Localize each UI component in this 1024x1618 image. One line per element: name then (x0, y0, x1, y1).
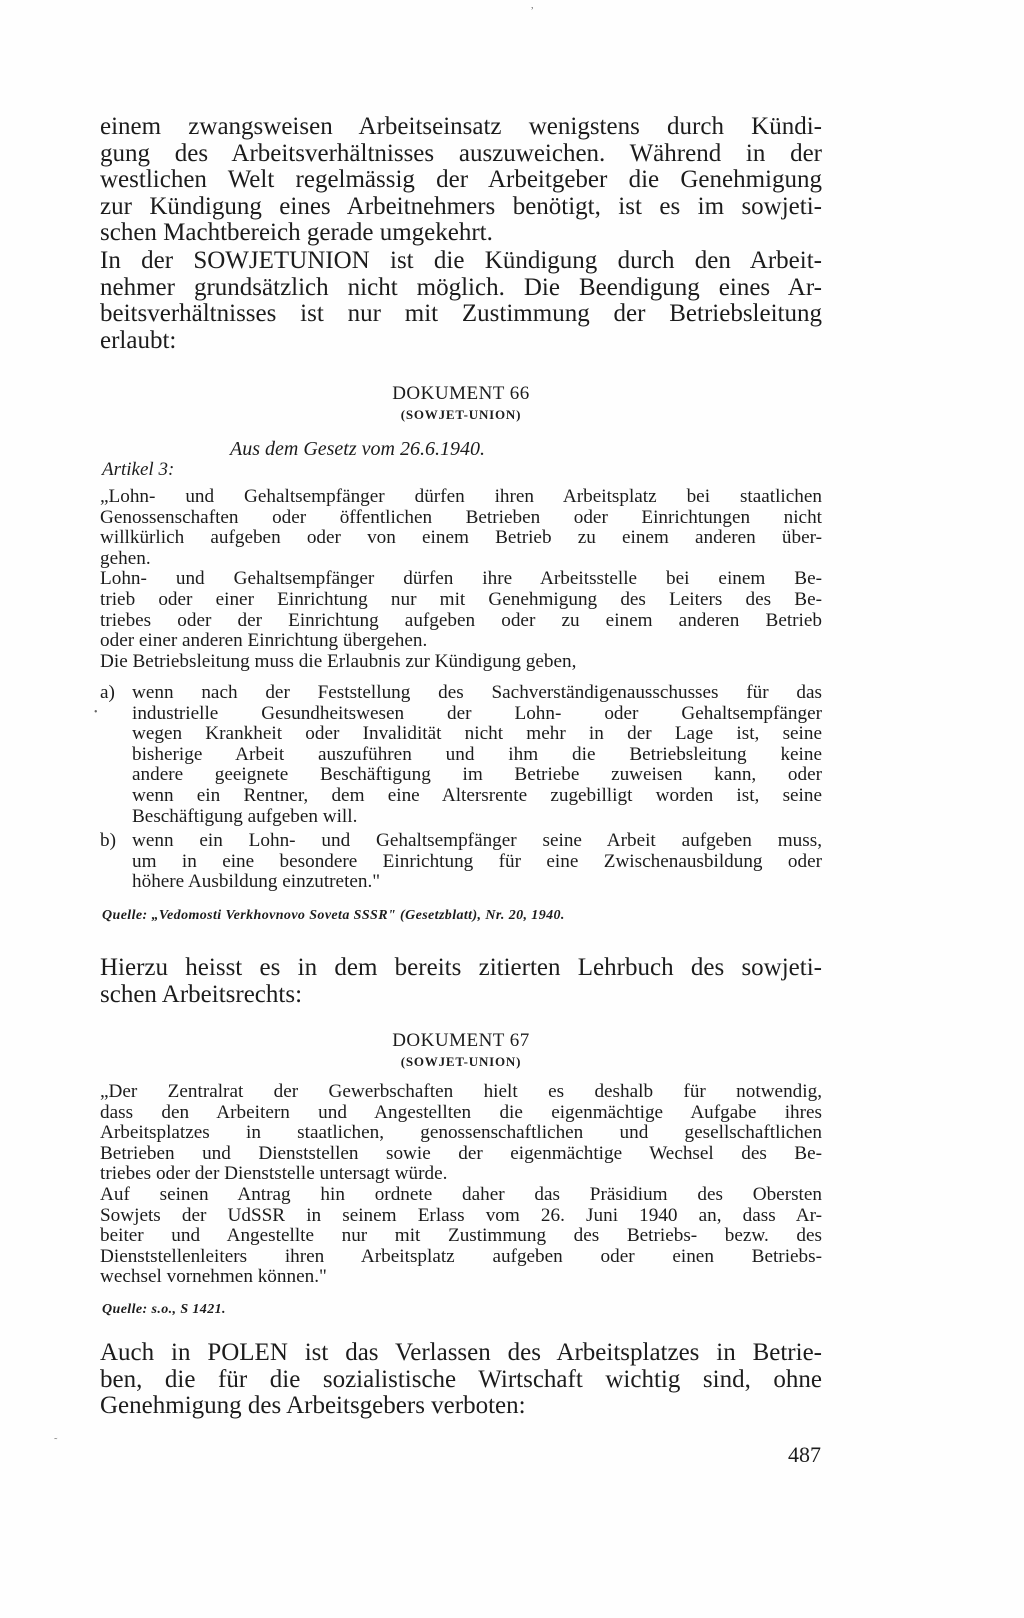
law-reference: Aus dem Gesetz vom 26.6.1940. (230, 438, 485, 460)
quote-line: dass den Arbeitern und Angestellten die eigenmächtige Aufgabe ihres (100, 1101, 822, 1123)
document-66-heading (100, 383, 822, 423)
text-line: In der SOWJETUNION ist die Kündigung durch den Arbeit- (100, 247, 822, 274)
text-line: schen Machtbereich gerade umgekehrt. (100, 219, 493, 247)
list-line: wenn nach der Feststellung des Sachverständigenausschusses für das (132, 682, 822, 703)
quote-line: triebes oder der Dienststelle untersagt würde. (100, 1163, 448, 1185)
scan-speck: , (531, 0, 534, 11)
quote-line: Sowjets der UdSSR in seinem Erlass vom 26. Juni 1940 an, dass Ar- (100, 1204, 822, 1226)
scan-speck: • (94, 707, 98, 718)
text-line: schen Arbeitsrechts: (100, 980, 303, 1008)
soviet-paragraph (100, 248, 822, 354)
quote-line: Genossenschaften oder öffentlichen Betrieben oder Einrichtungen nicht (100, 506, 822, 528)
document-67-heading (100, 1030, 822, 1070)
document-67-subtitle: (SOWJET-UNION) (400, 1054, 522, 1069)
quote-line: „Der Zentralrat der Gewerbschaften hielt es deshalb für notwendig, (100, 1081, 822, 1102)
quote-line: gehen. (100, 547, 151, 569)
document-67-source: Quelle: s.o., S 1421. (102, 1302, 226, 1317)
text-line: Hierzu heisst es in dem bereits zitierten Lehrbuch des sowjeti- (100, 954, 822, 981)
document-67-title: DOKUMENT 67 (392, 1030, 530, 1051)
article-label: Artikel 3: (102, 459, 175, 480)
document-66-quote (100, 487, 822, 672)
document-66-source: Quelle: „Vedomosti Verkhovnovo Soveta SSSR" (Gesetzblatt), Nr. 20, 1940. (102, 908, 565, 923)
list-line: wenn ein Lohn- und Gehaltsempfänger seine Arbeit aufgeben muss, (132, 830, 822, 851)
list-line: wenn ein Rentner, dem eine Altersrente zugebilligt worden ist, seine (132, 784, 822, 806)
quote-line: „Lohn- und Gehaltsempfänger dürfen ihren Arbeitsplatz bei staatlichen (100, 486, 822, 507)
list-line: um in eine besondere Einrichtung für eine Zwischenausbildung oder (132, 850, 822, 872)
text-line: zur Kündigung eines Arbeitnehmers benötigt, ist es im sowjeti- (100, 192, 822, 220)
text-line: Auch in POLEN ist das Verlassen des Arbeitsplatzes in Betrie- (100, 1339, 822, 1366)
quote-line: triebes oder der Einrichtung aufgeben oder zu einem anderen Betrieb (100, 609, 822, 631)
text-line: ben, die für die sozialistische Wirtschaft wichtig sind, ohne (100, 1365, 822, 1393)
quote-line: Auf seinen Antrag hin ordnete daher das Präsidium des Obersten (100, 1183, 822, 1205)
list-line: andere geeignete Beschäftigung im Betriebe zuweisen kann, oder (132, 764, 822, 786)
text-line: westlichen Welt regelmässig der Arbeitgeber die Genehmigung (100, 166, 822, 194)
list-line: wegen Krankheit oder Invalidität nicht mehr in der Lage ist, seine (132, 723, 822, 745)
page-number: 487 (788, 1442, 821, 1467)
quote-line: Lohn- und Gehaltsempfänger dürfen ihre Arbeitsstelle bei einem Be- (100, 568, 822, 590)
text-line: beitsverhältnisses ist nur mit Zustimmung der Betriebsleitung (100, 300, 822, 328)
quote-line: trieb oder einer Einrichtung nur mit Genehmigung des Leiters des Be- (100, 588, 822, 610)
text-line: einem zwangsweisen Arbeitseinsatz wenigstens durch Kündi- (100, 113, 822, 140)
textbook-paragraph (100, 955, 822, 1008)
text-line: erlaubt: (100, 326, 177, 354)
quote-line: wechsel vornehmen können." (100, 1266, 327, 1288)
text-line: nehmer grundsätzlich nicht möglich. Die Beendigung eines Ar- (100, 273, 822, 301)
quote-line: Dienststellenleiters ihren Arbeitsplatz aufgeben oder einen Betriebs- (100, 1245, 822, 1267)
quote-line: oder einer anderen Einrichtung übergehen. (100, 630, 428, 652)
list-line: industrielle Gesundheitswesen der Lohn- oder Gehaltsempfänger (132, 702, 822, 724)
quote-line: beiter und Angestellte nur mit Zustimmung des Betriebs- bezw. des (100, 1225, 822, 1247)
scan-speck: ˜ (54, 1437, 58, 1448)
list-line: Beschäftigung aufgeben will. (132, 805, 358, 827)
list-marker: a) (100, 682, 115, 703)
text-line: Genehmigung des Arbeitsgebers verboten: (100, 1392, 526, 1420)
poland-paragraph (100, 1340, 822, 1420)
list-marker: b) (100, 830, 116, 851)
list-line: höhere Ausbildung einzutreten." (132, 871, 381, 893)
intro-paragraph (100, 114, 822, 247)
quote-line: willkürlich aufgeben oder von einem Betrieb zu einem anderen über- (100, 527, 822, 549)
quote-line: Die Betriebsleitung muss die Erlaubnis zur Kündigung geben, (100, 650, 577, 672)
list-line: bisherige Arbeit auszuführen und ihm die Betriebsleitung keine (132, 743, 822, 765)
quote-line: Betrieben und Dienststellen sowie der eigenmächtige Wechsel des Be- (100, 1142, 822, 1164)
document-66-subtitle: (SOWJET-UNION) (400, 407, 522, 422)
document-67-quote (100, 1082, 822, 1288)
text-line: gung des Arbeitsverhältnisses auszuweichen. Während in der (100, 139, 822, 167)
quote-line: Arbeitsplatzes in staatlichen, genossenschaftlichen und gesellschaftlichen (100, 1122, 822, 1144)
document-66-title: DOKUMENT 66 (392, 383, 530, 404)
